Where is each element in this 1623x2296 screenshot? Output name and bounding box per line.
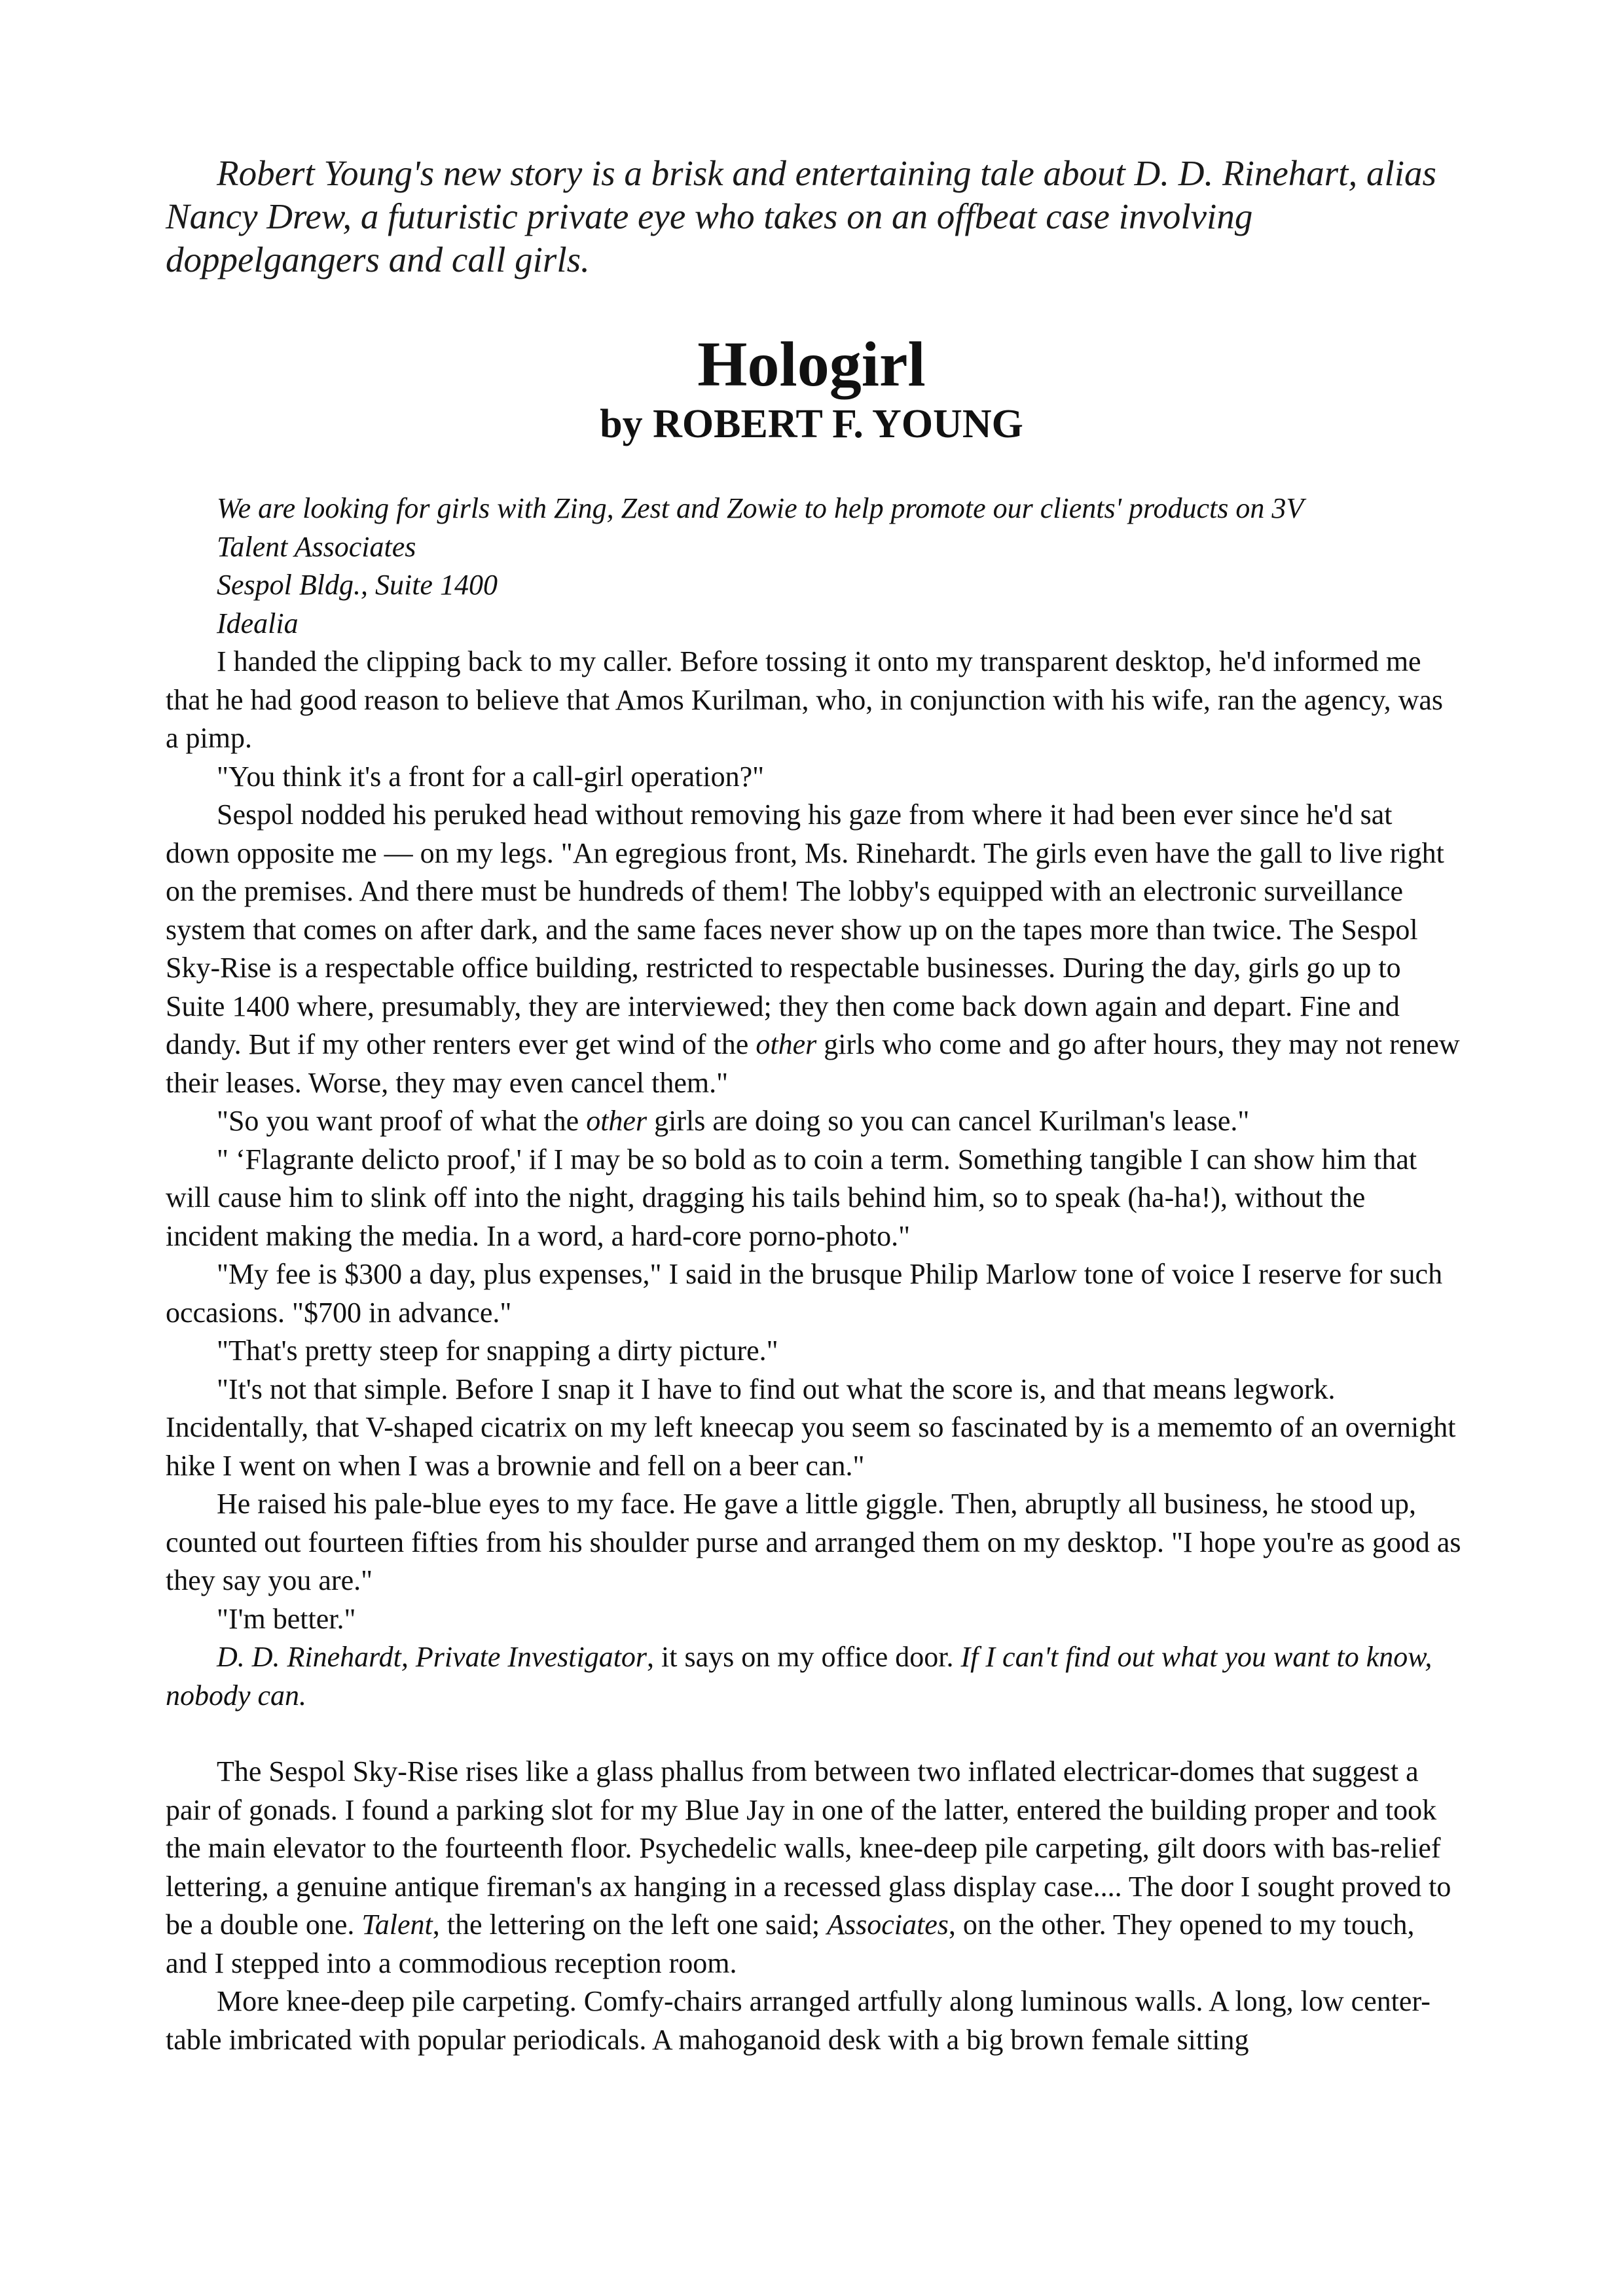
ad-company: Talent Associates <box>217 530 416 563</box>
paragraph: He raised his pale-blue eyes to my face. He gave a little giggle. Then, abruptly all business, he stood up, counted out fourteen fifties from his shoulder purse and arranged them on my desktop. "I hope you're as good as they say you are." <box>166 1488 1461 1596</box>
emphasis: D. D. Rinehardt, Private Investigator <box>217 1641 647 1673</box>
paragraph: "That's pretty steep for snapping a dirty picture." <box>217 1335 778 1367</box>
emphasis: other <box>586 1105 647 1137</box>
story-intro <box>166 152 1462 281</box>
paragraph: D. D. Rinehardt, Private Investigator, it says on my office door. If I can't find out what you want to know, nobody can. <box>166 1641 1432 1712</box>
paragraph: More knee-deep pile carpeting. Comfy-chairs arranged artfully along luminous walls. A long, low center-table imbricated with popular periodicals. A mahoganoid desk with a big brown female sitting <box>166 1985 1431 2056</box>
paragraph: " ‘Flagrante delicto proof,' if I may be so bold as to coin a term. Something tangible I can show him that will cause him to slink off into the night, dragging his tails behind him, so to speak (ha-ha!), without the incident making the media. In a word, a hard-core porno-photo." <box>166 1143 1417 1252</box>
paragraph: "My fee is $300 a day, plus expenses," I said in the brusque Philip Marlow tone of voice I reserve for such occasions. "$700 in advance." <box>166 1258 1443 1329</box>
intro-text: Robert Young's new story is a brisk and entertaining tale about D. D. Rinehart, alias Nancy Drew, a futuristic private eye who takes on an offbeat case involving doppelgangers and call girls. <box>166 153 1436 279</box>
story-title: Hologirl <box>697 329 926 400</box>
emphasis: Associates <box>827 1909 949 1941</box>
paragraph: "It's not that simple. Before I snap it I have to find out what the score is, and that means legwork. Incidentally, that V-shaped cicatrix on my left kneecap you seem so fascinated by is a mememto of an overnight hike I went on when I was a brownie and fell on a beer can." <box>166 1372 1456 1482</box>
paragraph: Sespol nodded his peruked head without removing his gaze from where it had been ever since he'd sat down opposite me — on my legs. "An egregious front, Ms. Rinehardt. The girls even have the gall to live right on the premises. And there must be hundreds of them! The lobby's equipped with an electronic surveillance system that comes on after dark, and the same faces never show up on the tapes more than twice. The Sespol Sky-Rise is a respectable office building, restricted to respectable businesses. During the day, girls go up to Suite 1400 where, presumably, they are interviewed; they then come back down again and depart. Fine and dandy. But if my other renters ever get wind of the other girls who come and go after hours, they may not renew their leases. Worse, they may even cancel them." <box>166 798 1460 1099</box>
paragraph: The Sespol Sky-Rise rises like a glass phallus from between two inflated electricar-domes that suggest a pair of gonads. I found a parking slot for my Blue Jay in one of the latter, entered the building proper and took the main elevator to the fourteenth floor. Psychedelic walls, knee-deep pile carpeting, gilt doors with bas-relief lettering, a genuine antique fireman's ax hanging in a recessed glass display case.... The door I sought proved to be a double one. Talent, the lettering on the left one said; Associates, on the other. They opened to my touch, and I stepped into a commodious reception room. <box>166 1755 1451 1979</box>
story-body <box>166 490 1462 2059</box>
paragraph: I handed the clipping back to my caller. Before tossing it onto my transparent desktop, he'd informed me that he had good reason to believe that Amos Kurilman, who, in conjunction with his wife, ran the agency, was a pimp. <box>166 645 1444 754</box>
ad-address: Sespol Bldg., Suite 1400 <box>217 569 498 601</box>
paragraph: "I'm better." <box>217 1602 356 1635</box>
emphasis: Talent <box>361 1909 433 1941</box>
emphasis: If I can't find out what you want to know, nobody can. <box>166 1641 1432 1712</box>
ad-city: Idealia <box>217 607 299 639</box>
author-byline: by ROBERT F. YOUNG <box>600 402 1023 446</box>
emphasis: other <box>756 1028 817 1060</box>
ad-line: We are looking for girls with Zing, Zest and Zowie to help promote our clients' products on 3V <box>217 492 1304 524</box>
paragraph: "So you want proof of what the other girls are doing so you can cancel Kurilman's lease." <box>217 1105 1250 1137</box>
paragraph: "You think it's a front for a call-girl operation?" <box>217 760 765 793</box>
